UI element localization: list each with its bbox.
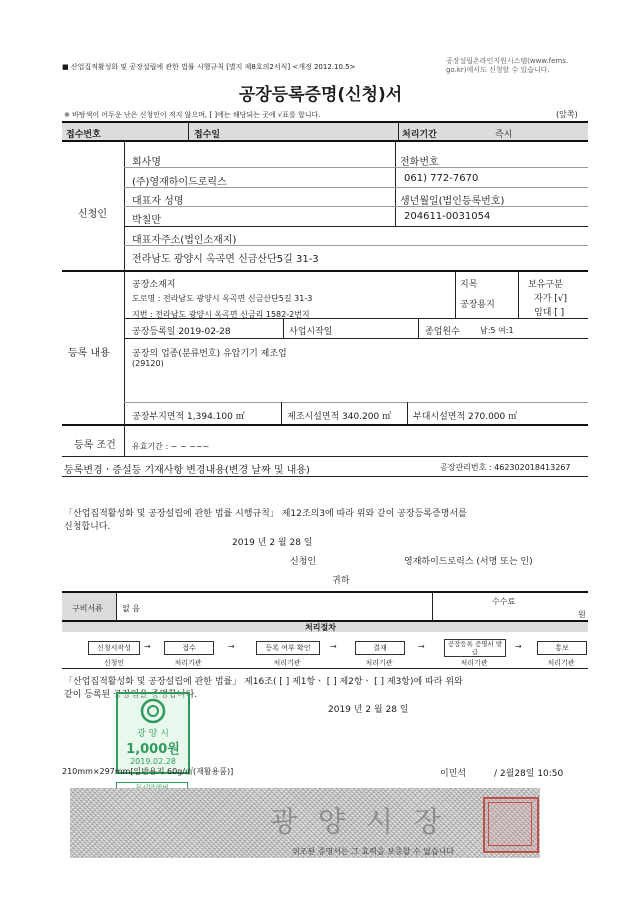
applicant-signature-label: 신청인 [290, 557, 317, 567]
process-actor-1: 신청인 [103, 659, 125, 667]
revenue-stamp [116, 692, 190, 774]
official-seal-stamp [483, 797, 539, 853]
phone-value: 061) 772-7670 [404, 173, 479, 184]
factory-management-number: 공장관리번호 : 462302018413267 [440, 463, 571, 472]
process-actor-6: 처리기관 [547, 659, 575, 667]
paper-spec: 210mm×297mm[일반용지 60g/㎡(재활용품)] [62, 767, 234, 776]
auxiliary-area: 부대시설면적 270.000 ㎡ [413, 412, 518, 422]
certification-date: 2019 년 2 월 28 일 [328, 705, 409, 715]
issuer-seal-name: 광 양 시 장 [270, 805, 447, 838]
company-name-value: (주)영재하이드로릭스 [132, 177, 227, 188]
conditions-label: 등록 조건 [74, 440, 116, 451]
revenue-stamp-date: 2019.02.28 [130, 757, 176, 766]
process-step-4: 결재 [355, 641, 405, 655]
birth-date-value: 204611-0031054 [404, 211, 491, 222]
addressee: 귀하 [332, 576, 350, 586]
document-title: 공장등록증명(신청)서 [238, 85, 403, 105]
address-label: 대표자주소(법인소재지) [132, 235, 237, 246]
receipt-date-label: 접수일 [194, 130, 221, 140]
processing-period-label: 처리기간 [402, 130, 437, 140]
receipt-number-label: 접수번호 [66, 130, 101, 140]
certification-line-2: 같이 등록된 공장임을 증명합니다. [64, 690, 198, 700]
revenue-stamp-city: 광 양 시 [137, 729, 169, 739]
employees-label: 종업원수 [425, 327, 460, 337]
land-category-value: 공장용지 [460, 300, 495, 310]
page-side: (앞쪽) [556, 110, 578, 119]
process-step-1: 신청서작성 [88, 641, 140, 655]
instruction-note: ※ 바탕색이 어두운 난은 신청인이 적지 않으며, [ ]에는 해당되는 곳에 √표를 합니다. [64, 111, 321, 119]
process-step-2: 접수 [164, 641, 214, 655]
processing-period-value: 즉시 [495, 130, 513, 140]
required-docs-value: 없 음 [122, 604, 140, 613]
birth-date-label: 생년월일(법인등록번호) [400, 196, 505, 207]
declaration-date: 2019 년 2 월 28 일 [232, 538, 313, 548]
process-actor-5: 처리기관 [460, 659, 488, 667]
ownership-leased: 임대 [ ] [534, 308, 565, 318]
applicant-signature-name: 영재하이드로릭스 (서명 또는 인) [404, 557, 533, 567]
declaration-line-2: 신청합니다. [64, 522, 111, 532]
flow-arrow-icon: → [515, 642, 522, 651]
printed-by: 이민석 [440, 769, 467, 779]
ownership-label: 보유구분 [528, 280, 563, 290]
registration-date: 공장등록일 2019-02-28 [132, 327, 231, 337]
printed-time: / 2월28일 10:50 [494, 769, 564, 779]
online-note-line-2: go.kr)에서도 신청할 수 있습니다. [446, 66, 550, 74]
fee-unit: 원 [578, 610, 586, 619]
required-docs-label: 구비서류 [72, 604, 103, 613]
fee-label: 수수료 [492, 597, 516, 606]
phone-label: 전화번호 [400, 157, 439, 168]
address-value: 전라남도 광양시 옥곡면 신금산단5길 31-3 [132, 254, 319, 265]
ownership-owned: 자가 [√] [534, 294, 568, 304]
site-area: 공장부지면적 1,394.100 ㎡ [132, 412, 245, 422]
change-details-label: 등록변경ㆍ증설등 기재사항 변경내용(변경 날짜 및 내용) [64, 465, 310, 476]
legal-reference: ■ 산업집적활성화 및 공장설립에 관한 법률 시행규칙 [별지 제8호의2서식] <개정 2012.10.5> [62, 63, 356, 71]
process-title: 처리절차 [305, 623, 336, 632]
company-name-label: 회사명 [132, 157, 161, 168]
land-category-label: 지목 [460, 280, 478, 290]
revenue-stamp-emblem-icon [118, 697, 188, 727]
process-actor-4: 처리기관 [365, 659, 393, 667]
flow-arrow-icon: → [144, 642, 151, 651]
employees-value: 남:5 여:1 [480, 326, 514, 335]
revenue-stamp-amount: 1,000원 [126, 742, 180, 757]
process-actor-3: 처리기관 [273, 659, 301, 667]
business-start-label: 사업시작일 [289, 327, 333, 337]
flow-arrow-icon: → [228, 642, 235, 651]
flow-arrow-icon: → [330, 642, 337, 651]
road-address: 도로명 : 전라남도 광양시 옥곡면 신금산단5길 31-3 [132, 294, 313, 303]
factory-location-label: 공장소재지 [132, 280, 176, 290]
industry-code: (29120) [132, 359, 164, 368]
registration-section-label: 등록 내용 [68, 348, 110, 359]
online-note-line-1: 공장설립온라인지원시스템(www.fems. [446, 57, 569, 65]
certification-line-1: 「산업집적활성화 및 공장설립에 관한 법률」 제16조( [ ] 제1항ㆍ [ ] 제2항ㆍ [ ] 제3항)에 따라 위와 [64, 677, 463, 687]
process-step-5: 공장등록 증명서 발급 [444, 639, 506, 657]
process-step-6: 통보 [537, 641, 587, 655]
counterfeit-warning: 위조된 증명서는 그 효력을 보증할 수 없습니다 [292, 847, 455, 856]
representative-value: 박칠만 [132, 215, 161, 226]
process-step-3: 등록 여부 확인 [256, 641, 320, 655]
manufacturing-area: 제조시설면적 340.200 ㎡ [287, 412, 392, 422]
representative-label: 대표자 성명 [132, 196, 184, 207]
online-note [446, 57, 568, 75]
flow-arrow-icon: → [418, 642, 425, 651]
process-actor-2: 처리기관 [174, 659, 202, 667]
validity-period: 유효기간 : ~ ~ ~~~ [132, 442, 210, 451]
applicant-section-label: 신청인 [78, 209, 107, 220]
declaration-line-1: 「산업집적활성화 및 공장설립에 관한 법률 시행규칙」 제12조의3에 따라 위와 같이 공장등록증명서를 [64, 509, 467, 519]
lot-address: 지번 : 전라남도 광양시 옥곡면 신금리 1582-2번지 [132, 310, 310, 319]
industry-label: 공장의 업종(분류번호) 유압기기 제조업 [132, 349, 287, 359]
